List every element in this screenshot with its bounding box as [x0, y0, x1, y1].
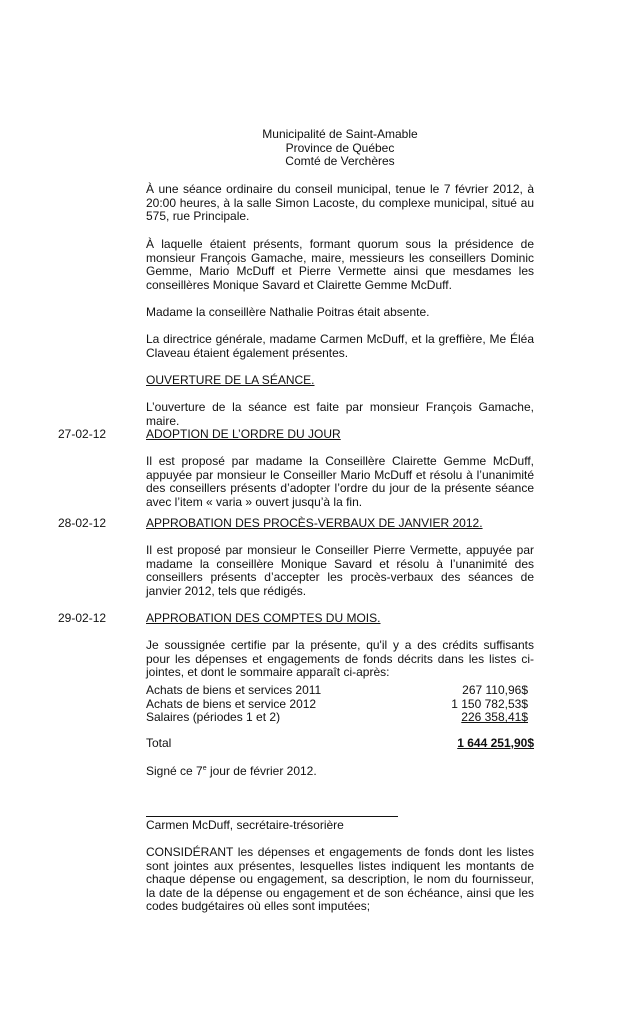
opening-heading: OUVERTURE DE LA SÉANCE.	[146, 373, 315, 387]
accounts-row-value: 267 110,96$	[462, 683, 528, 697]
signed-date-line	[146, 765, 534, 779]
resolution-heading: APPROBATION DES PROCÈS-VERBAUX DE JANVIER 2012.	[146, 516, 483, 530]
resolution-number: 29-02-12	[58, 611, 107, 625]
signed-suffix: jour de février 2012.	[206, 764, 317, 778]
county-name: Comté de Verchères	[285, 154, 395, 169]
accounts-row	[146, 698, 534, 712]
province-name: Province de Québec	[285, 140, 395, 155]
accounts-total-row	[146, 737, 534, 751]
accounts-row	[146, 684, 534, 698]
signatory-name: Carmen McDuff, secrétaire-trésorière	[146, 818, 344, 832]
accounts-row-value: 226 358,41$	[461, 710, 528, 725]
signed-ordinal: e	[202, 765, 207, 772]
intro-paragraph-attendees: À laquelle étaient présents, formant quorum sous la présidence de monsieur François Gamache, maire, messieurs les conseillers Dominic Gemme, Mario McDuff et Pierre Vermette ainsi que mesdames les conseillères Monique Savard et Clairette Gemme McDuff.	[146, 237, 534, 292]
resolution-text: Il est proposé par monsieur le Conseiller Pierre Vermette, appuyée par madame la conseillère Monique Savard et résolu à l’unanimité des conseillers présents d’accepter les procès-verbaux des séances de janvier 2012, tels que rédigés.	[146, 543, 534, 598]
resolution-text: Je soussignée certifie par la présente, qu'il y a des crédits suffisants pour les dépenses et engagements de fonds décrits dans les listes ci-jointes, et dont le sommaire apparaît ci-après:	[146, 638, 534, 680]
intro-paragraph-staff: La directrice générale, madame Carmen McDuff, et la greffière, Me Éléa Claveau étaient également présentes.	[146, 332, 534, 360]
opening-text: L’ouverture de la séance est faite par monsieur François Gamache, maire.	[146, 400, 534, 428]
accounts-row-label: Achats de biens et service 2012	[146, 696, 317, 711]
resolution-number: 28-02-12	[58, 516, 107, 530]
municipality-name: Municipalité de Saint-Amable	[262, 127, 418, 141]
accounts-row-label: Achats de biens et services 2011	[146, 683, 322, 697]
document-header	[146, 128, 534, 169]
accounts-total-label: Total	[146, 735, 172, 750]
signed-prefix: Signé ce 7	[146, 764, 203, 778]
resolution-text: Il est proposé par madame la Conseillère Clairette Gemme McDuff, appuyée par monsieur le Conseiller Mario McDuff et résolu à l’unanimité des conseillers présents d’adopter l’ordre du jour de la présente séance avec l’item « varia » ouvert jusqu’à la fin.	[146, 454, 534, 509]
accounts-row-label: Salaires (périodes 1 et 2)	[146, 710, 281, 725]
considering-paragraph: CONSIDÉRANT les dépenses et engagements de fonds dont les listes sont jointes aux présentes, lesquelles listes indiquent les montants de chaque dépense ou engagement, sa description, le nom du fournisseur, la date de la dépense ou engagement et de son échéance, ainsi que les codes budgétaires où elles sont imputées;	[146, 845, 534, 914]
intro-paragraph-1: À une séance ordinaire du conseil municipal, tenue le 7 février 2012, à 20:00 heures, à la salle Simon Lacoste, du complexe municipal, situé au 575, rue Principale.	[146, 182, 534, 224]
signature-line	[146, 816, 398, 817]
accounts-row-value: 1 150 782,53$	[451, 696, 528, 711]
accounts-row	[146, 711, 534, 725]
resolution-number: 27-02-12	[58, 427, 107, 441]
accounts-summary-table	[146, 684, 534, 750]
resolution-heading: ADOPTION DE L’ORDRE DU JOUR	[146, 427, 341, 441]
intro-paragraph-absent: Madame la conseillère Nathalie Poitras était absente.	[146, 305, 430, 319]
accounts-total-value: 1 644 251,90$	[457, 735, 534, 750]
resolution-heading: APPROBATION DES COMPTES DU MOIS.	[146, 611, 381, 625]
